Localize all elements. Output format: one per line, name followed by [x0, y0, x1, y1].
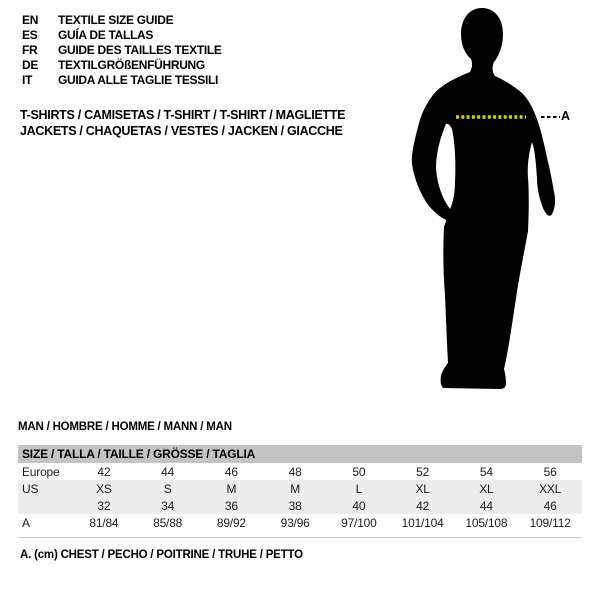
row-label: US [18, 480, 72, 497]
size-table-header: SIZE / TALLA / TAILLE / GRÖSSE / TAGLIA [18, 445, 582, 463]
table-cell: XL [455, 480, 519, 497]
language-row-it [22, 73, 222, 88]
language-row-fr [22, 43, 222, 58]
language-row-de [22, 58, 222, 73]
man-silhouette [412, 8, 555, 389]
language-title: GUIDE DES TAILLES TEXTILE [58, 43, 222, 57]
table-cell: 56 [543, 464, 557, 479]
table-cell: 93/96 [280, 515, 310, 530]
language-code: IT [22, 73, 33, 87]
row-label: A [22, 515, 30, 530]
table-cell: 105/108 [465, 515, 508, 530]
table-cell: M [200, 480, 264, 497]
table-cell: 44 [161, 464, 175, 479]
language-code: EN [22, 13, 39, 27]
table-cell: M [263, 480, 327, 497]
garment-line-tshirts: T-SHIRTS / CAMISETAS / T-SHIRT / T-SHIRT / MAGLIETTE [20, 108, 346, 122]
language-title-list [22, 13, 222, 88]
measure-label-a: A [561, 109, 571, 123]
language-code: FR [22, 43, 38, 57]
measure-footnote: A. (cm) CHEST / PECHO / POITRINE / TRUHE / PETTO [20, 549, 303, 561]
garment-types [20, 108, 345, 139]
table-cell: 46 [518, 497, 582, 514]
table-cell: 34 [136, 497, 200, 514]
table-cell: 81/84 [89, 515, 119, 530]
size-table-header-row [18, 445, 582, 463]
row-label [18, 497, 72, 514]
table-cell: 44 [455, 497, 519, 514]
garment-line-jackets: JACKETS / CHAQUETAS / VESTES / JACKEN / GIACCHE [20, 123, 343, 138]
language-title: TEXTILGRÖßENFÜHRUNG [58, 58, 205, 72]
size-table-grid [18, 445, 582, 531]
section-title-man: MAN / HOMBRE / HOMME / MANN / MAN [18, 421, 232, 433]
language-title: GUÍA DE TALLAS [58, 28, 154, 42]
table-cell: XL [391, 480, 455, 497]
table-cell: S [136, 480, 200, 497]
table-cell: XS [72, 480, 136, 497]
table-cell: 52 [416, 464, 430, 479]
table-row-numeric [18, 497, 582, 514]
table-cell: 50 [352, 464, 366, 479]
row-label: Europe [22, 464, 60, 479]
language-title: TEXTILE SIZE GUIDE [58, 13, 174, 27]
size-table [18, 445, 582, 538]
table-cell: 101/104 [401, 515, 444, 530]
table-cell: 32 [72, 497, 136, 514]
table-cell: 36 [200, 497, 264, 514]
table-cell: 42 [97, 464, 111, 479]
left-armpit-gap [436, 124, 455, 209]
table-cell: 85/88 [153, 515, 183, 530]
table-row-us [18, 480, 582, 497]
table-cell: 40 [327, 497, 391, 514]
language-row-en [22, 13, 222, 28]
table-cell: 42 [391, 497, 455, 514]
table-cell: 109/112 [529, 515, 571, 530]
language-code: ES [22, 28, 38, 42]
table-cell: 46 [224, 464, 238, 479]
table-cell: 89/92 [216, 515, 246, 530]
table-cell: L [327, 480, 391, 497]
table-row-europe [18, 463, 582, 480]
language-code: DE [22, 58, 39, 72]
language-title: GUIDA ALLE TAGLIE TESSILI [58, 73, 219, 87]
language-row-es [22, 28, 222, 43]
table-cell: 97/100 [341, 515, 377, 530]
table-row-chest-cm [18, 514, 582, 531]
table-cell: 48 [288, 464, 302, 479]
table-cell: XXL [518, 480, 582, 497]
table-cell: 38 [263, 497, 327, 514]
table-cell: 54 [479, 464, 493, 479]
